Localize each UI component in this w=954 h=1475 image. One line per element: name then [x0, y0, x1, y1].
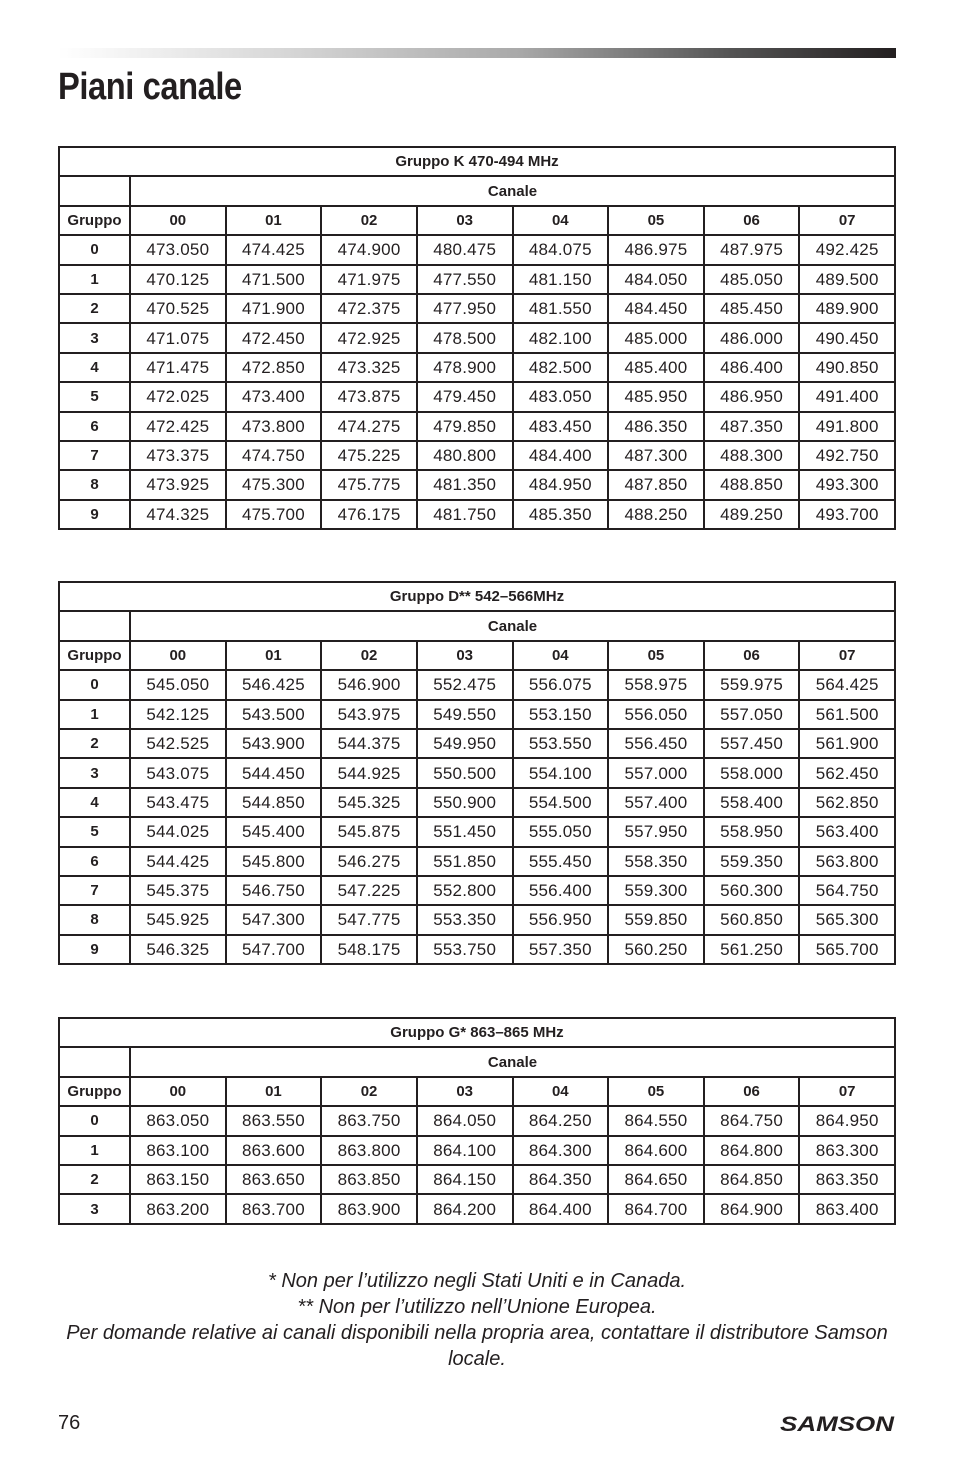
- group-number: 8: [59, 905, 130, 934]
- table-row: [59, 758, 895, 787]
- canale-header: Canale: [130, 611, 895, 640]
- frequency-cell: 474.325: [130, 500, 226, 529]
- frequency-cell: 557.350: [513, 935, 609, 964]
- frequency-cell: 472.375: [321, 294, 417, 323]
- frequency-cell: 481.550: [513, 294, 609, 323]
- table-row: [59, 729, 895, 758]
- table-row: [59, 500, 895, 529]
- frequency-cell: 475.700: [226, 500, 322, 529]
- gruppo-header: Gruppo: [59, 641, 130, 670]
- canale-header: Canale: [130, 1047, 895, 1076]
- frequency-cell: 487.850: [608, 470, 704, 499]
- frequency-cell: 543.075: [130, 758, 226, 787]
- table-row: [59, 412, 895, 441]
- table-row: [59, 353, 895, 382]
- frequency-cell: 559.300: [608, 876, 704, 905]
- frequency-cell: 553.350: [417, 905, 513, 934]
- frequency-cell: 486.350: [608, 412, 704, 441]
- frequency-cell: 863.300: [799, 1136, 895, 1165]
- frequency-cell: 488.250: [608, 500, 704, 529]
- frequency-cell: 545.325: [321, 788, 417, 817]
- header-empty-cell: [59, 611, 130, 640]
- table-row: [59, 1165, 895, 1194]
- table-row: [59, 470, 895, 499]
- frequency-cell: 864.350: [513, 1165, 609, 1194]
- frequency-cell: 551.850: [417, 847, 513, 876]
- channel-header: 03: [417, 1077, 513, 1106]
- group-number: 0: [59, 1106, 130, 1135]
- frequency-cell: 864.850: [704, 1165, 800, 1194]
- frequency-cell: 481.150: [513, 265, 609, 294]
- group-number: 2: [59, 1165, 130, 1194]
- channel-header: 06: [704, 1077, 800, 1106]
- frequency-cell: 471.475: [130, 353, 226, 382]
- frequency-cell: 479.450: [417, 382, 513, 411]
- frequency-cell: 557.050: [704, 700, 800, 729]
- frequency-cell: 552.800: [417, 876, 513, 905]
- table-row: [59, 382, 895, 411]
- frequency-cell: 542.125: [130, 700, 226, 729]
- table-row: [59, 905, 895, 934]
- table-title: Gruppo G* 863–865 MHz: [59, 1018, 895, 1047]
- frequency-cell: 544.450: [226, 758, 322, 787]
- header-empty-cell: [59, 1047, 130, 1076]
- frequency-cell: 864.400: [513, 1194, 609, 1223]
- channel-table: [58, 581, 896, 965]
- frequency-cell: 864.200: [417, 1194, 513, 1223]
- frequency-cell: 473.325: [321, 353, 417, 382]
- samson-logo: [778, 1410, 896, 1436]
- frequency-cell: 472.450: [226, 323, 322, 352]
- frequency-cell: 864.900: [704, 1194, 800, 1223]
- frequency-cell: 550.500: [417, 758, 513, 787]
- table-row: [59, 1194, 895, 1223]
- frequency-cell: 545.375: [130, 876, 226, 905]
- frequency-cell: 557.450: [704, 729, 800, 758]
- frequency-cell: 547.300: [226, 905, 322, 934]
- frequency-cell: 558.950: [704, 817, 800, 846]
- channel-header: 05: [608, 206, 704, 235]
- frequency-cell: 554.100: [513, 758, 609, 787]
- channel-header: 05: [608, 641, 704, 670]
- group-number: 7: [59, 876, 130, 905]
- group-number: 9: [59, 935, 130, 964]
- frequency-cell: 481.350: [417, 470, 513, 499]
- channel-header: 03: [417, 641, 513, 670]
- frequency-cell: 484.950: [513, 470, 609, 499]
- channel-header: 07: [799, 641, 895, 670]
- frequency-cell: 863.400: [799, 1194, 895, 1223]
- frequency-cell: 546.750: [226, 876, 322, 905]
- frequency-cell: 561.500: [799, 700, 895, 729]
- table-row: [59, 294, 895, 323]
- frequency-cell: 545.400: [226, 817, 322, 846]
- table-row: [59, 441, 895, 470]
- frequency-cell: 478.500: [417, 323, 513, 352]
- table-title: Gruppo D** 542–566MHz: [59, 582, 895, 611]
- frequency-cell: 864.150: [417, 1165, 513, 1194]
- frequency-cell: 549.950: [417, 729, 513, 758]
- frequency-cell: 546.325: [130, 935, 226, 964]
- frequency-cell: 473.875: [321, 382, 417, 411]
- frequency-cell: 557.400: [608, 788, 704, 817]
- frequency-cell: 863.350: [799, 1165, 895, 1194]
- footnote-us-canada: * Non per l’utilizzo negli Stati Uniti e in Canada.: [268, 1270, 686, 1292]
- frequency-cell: 557.950: [608, 817, 704, 846]
- frequency-cell: 545.875: [321, 817, 417, 846]
- frequency-cell: 474.275: [321, 412, 417, 441]
- frequency-cell: 544.925: [321, 758, 417, 787]
- frequency-cell: 554.500: [513, 788, 609, 817]
- group-number: 0: [59, 670, 130, 699]
- frequency-cell: 543.975: [321, 700, 417, 729]
- channel-header: 04: [513, 641, 609, 670]
- group-number: 3: [59, 1194, 130, 1223]
- frequency-cell: 864.650: [608, 1165, 704, 1194]
- frequency-cell: 556.050: [608, 700, 704, 729]
- group-number: 4: [59, 788, 130, 817]
- frequency-cell: 555.050: [513, 817, 609, 846]
- frequency-cell: 558.400: [704, 788, 800, 817]
- page-number: 76: [58, 1412, 81, 1434]
- frequency-cell: 559.975: [704, 670, 800, 699]
- frequency-cell: 864.550: [608, 1106, 704, 1135]
- frequency-cell: 492.425: [799, 235, 895, 264]
- frequency-cell: 471.975: [321, 265, 417, 294]
- frequency-cell: 488.850: [704, 470, 800, 499]
- frequency-cell: 864.600: [608, 1136, 704, 1165]
- frequency-cell: 565.700: [799, 935, 895, 964]
- frequency-cell: 493.300: [799, 470, 895, 499]
- frequency-cell: 491.400: [799, 382, 895, 411]
- frequency-cell: 473.800: [226, 412, 322, 441]
- frequency-cell: 543.900: [226, 729, 322, 758]
- frequency-cell: 863.700: [226, 1194, 322, 1223]
- frequency-cell: 560.300: [704, 876, 800, 905]
- frequency-cell: 483.450: [513, 412, 609, 441]
- group-number: 5: [59, 817, 130, 846]
- frequency-cell: 547.775: [321, 905, 417, 934]
- page-title: Piani canale: [58, 66, 242, 108]
- frequency-cell: 547.225: [321, 876, 417, 905]
- frequency-cell: 472.850: [226, 353, 322, 382]
- frequency-cell: 558.000: [704, 758, 800, 787]
- frequency-cell: 490.450: [799, 323, 895, 352]
- frequency-cell: 546.275: [321, 847, 417, 876]
- channel-header: 06: [704, 641, 800, 670]
- frequency-cell: 548.175: [321, 935, 417, 964]
- frequency-cell: 485.450: [704, 294, 800, 323]
- frequency-cell: 482.500: [513, 353, 609, 382]
- frequency-cell: 471.500: [226, 265, 322, 294]
- channel-header: 04: [513, 1077, 609, 1106]
- frequency-cell: 551.450: [417, 817, 513, 846]
- frequency-cell: 560.850: [704, 905, 800, 934]
- frequency-cell: 556.950: [513, 905, 609, 934]
- frequency-cell: 864.700: [608, 1194, 704, 1223]
- frequency-cell: 472.425: [130, 412, 226, 441]
- frequency-cell: 864.300: [513, 1136, 609, 1165]
- group-number: 2: [59, 294, 130, 323]
- frequency-cell: 545.050: [130, 670, 226, 699]
- frequency-cell: 542.525: [130, 729, 226, 758]
- frequency-cell: 546.900: [321, 670, 417, 699]
- gruppo-header: Gruppo: [59, 1077, 130, 1106]
- frequency-cell: 484.450: [608, 294, 704, 323]
- header-gradient-bar: [58, 48, 896, 58]
- frequency-cell: 543.500: [226, 700, 322, 729]
- frequency-cell: 476.175: [321, 500, 417, 529]
- channel-header: 01: [226, 206, 322, 235]
- frequency-cell: 550.900: [417, 788, 513, 817]
- frequency-cell: 481.750: [417, 500, 513, 529]
- frequency-cell: 563.400: [799, 817, 895, 846]
- frequency-cell: 558.975: [608, 670, 704, 699]
- footnote-distributor: Per domande relative ai canali disponibili nella propria area, contattare il distributore Samson locale.: [66, 1322, 888, 1370]
- frequency-cell: 546.425: [226, 670, 322, 699]
- channel-header: 07: [799, 206, 895, 235]
- frequency-cell: 863.650: [226, 1165, 322, 1194]
- frequency-cell: 478.900: [417, 353, 513, 382]
- group-number: 7: [59, 441, 130, 470]
- group-number: 3: [59, 758, 130, 787]
- group-number: 5: [59, 382, 130, 411]
- frequency-cell: 487.350: [704, 412, 800, 441]
- channel-header: 02: [321, 641, 417, 670]
- frequency-cell: 485.000: [608, 323, 704, 352]
- table-row: [59, 1106, 895, 1135]
- frequency-cell: 561.250: [704, 935, 800, 964]
- frequency-cell: 490.850: [799, 353, 895, 382]
- gruppo-header: Gruppo: [59, 206, 130, 235]
- group-number: 6: [59, 847, 130, 876]
- frequency-cell: 474.900: [321, 235, 417, 264]
- frequency-cell: 475.775: [321, 470, 417, 499]
- table-row: [59, 235, 895, 264]
- frequency-cell: 474.425: [226, 235, 322, 264]
- table-row: [59, 700, 895, 729]
- table-row: [59, 670, 895, 699]
- frequency-cell: 480.800: [417, 441, 513, 470]
- frequency-cell: 863.100: [130, 1136, 226, 1165]
- frequency-cell: 480.475: [417, 235, 513, 264]
- group-number: 8: [59, 470, 130, 499]
- frequency-cell: 553.750: [417, 935, 513, 964]
- frequency-cell: 863.900: [321, 1194, 417, 1223]
- frequency-cell: 484.400: [513, 441, 609, 470]
- frequency-cell: 475.300: [226, 470, 322, 499]
- frequency-cell: 864.050: [417, 1106, 513, 1135]
- frequency-cell: 560.250: [608, 935, 704, 964]
- frequency-cell: 484.050: [608, 265, 704, 294]
- frequency-cell: 472.925: [321, 323, 417, 352]
- footnotes: [58, 1268, 896, 1372]
- channel-header: 01: [226, 641, 322, 670]
- table-row: [59, 1136, 895, 1165]
- table-row: [59, 876, 895, 905]
- frequency-cell: 485.950: [608, 382, 704, 411]
- frequency-cell: 473.375: [130, 441, 226, 470]
- frequency-cell: 485.050: [704, 265, 800, 294]
- frequency-cell: 553.150: [513, 700, 609, 729]
- table-row: [59, 817, 895, 846]
- frequency-cell: 471.075: [130, 323, 226, 352]
- frequency-cell: 470.525: [130, 294, 226, 323]
- frequency-cell: 562.450: [799, 758, 895, 787]
- frequency-cell: 558.350: [608, 847, 704, 876]
- group-number: 2: [59, 729, 130, 758]
- frequency-cell: 863.550: [226, 1106, 322, 1135]
- table-row: [59, 323, 895, 352]
- frequency-cell: 486.950: [704, 382, 800, 411]
- frequency-cell: 565.300: [799, 905, 895, 934]
- channel-header: 02: [321, 206, 417, 235]
- frequency-cell: 864.250: [513, 1106, 609, 1135]
- frequency-cell: 489.500: [799, 265, 895, 294]
- frequency-cell: 486.975: [608, 235, 704, 264]
- channel-table: [58, 1017, 896, 1225]
- frequency-cell: 482.100: [513, 323, 609, 352]
- frequency-cell: 472.025: [130, 382, 226, 411]
- frequency-cell: 544.425: [130, 847, 226, 876]
- channel-header: 00: [130, 206, 226, 235]
- frequency-cell: 864.100: [417, 1136, 513, 1165]
- footnote-eu: ** Non per l’utilizzo nell’Unione Europea.: [297, 1296, 657, 1318]
- frequency-cell: 489.900: [799, 294, 895, 323]
- frequency-cell: 561.900: [799, 729, 895, 758]
- group-number: 3: [59, 323, 130, 352]
- frequency-cell: 487.975: [704, 235, 800, 264]
- frequency-cell: 473.050: [130, 235, 226, 264]
- channel-header: 07: [799, 1077, 895, 1106]
- frequency-cell: 474.750: [226, 441, 322, 470]
- frequency-cell: 479.850: [417, 412, 513, 441]
- channel-header: 06: [704, 206, 800, 235]
- frequency-cell: 543.475: [130, 788, 226, 817]
- frequency-cell: 488.300: [704, 441, 800, 470]
- frequency-cell: 486.400: [704, 353, 800, 382]
- frequency-cell: 864.800: [704, 1136, 800, 1165]
- svg-text:SAMSON: SAMSON: [780, 1413, 896, 1436]
- frequency-cell: 553.550: [513, 729, 609, 758]
- frequency-cell: 487.300: [608, 441, 704, 470]
- group-number: 0: [59, 235, 130, 264]
- channel-header: 01: [226, 1077, 322, 1106]
- frequency-cell: 863.150: [130, 1165, 226, 1194]
- frequency-cell: 493.700: [799, 500, 895, 529]
- frequency-cell: 486.000: [704, 323, 800, 352]
- frequency-cell: 483.050: [513, 382, 609, 411]
- group-number: 1: [59, 1136, 130, 1165]
- frequency-cell: 557.000: [608, 758, 704, 787]
- table-row: [59, 788, 895, 817]
- frequency-cell: 556.450: [608, 729, 704, 758]
- channel-header: 05: [608, 1077, 704, 1106]
- channel-header: 00: [130, 641, 226, 670]
- frequency-cell: 473.400: [226, 382, 322, 411]
- table-row: [59, 265, 895, 294]
- frequency-cell: 545.800: [226, 847, 322, 876]
- frequency-cell: 544.025: [130, 817, 226, 846]
- table-row: [59, 847, 895, 876]
- header-empty-cell: [59, 176, 130, 205]
- group-number: 4: [59, 353, 130, 382]
- channel-header: 04: [513, 206, 609, 235]
- frequency-cell: 863.750: [321, 1106, 417, 1135]
- frequency-cell: 485.400: [608, 353, 704, 382]
- frequency-cell: 547.700: [226, 935, 322, 964]
- frequency-cell: 863.050: [130, 1106, 226, 1135]
- channel-header: 00: [130, 1077, 226, 1106]
- frequency-cell: 864.750: [704, 1106, 800, 1135]
- frequency-cell: 545.925: [130, 905, 226, 934]
- frequency-cell: 562.850: [799, 788, 895, 817]
- frequency-cell: 559.850: [608, 905, 704, 934]
- frequency-cell: 556.075: [513, 670, 609, 699]
- group-number: 1: [59, 700, 130, 729]
- frequency-cell: 489.250: [704, 500, 800, 529]
- frequency-cell: 471.900: [226, 294, 322, 323]
- frequency-cell: 485.350: [513, 500, 609, 529]
- frequency-cell: 563.800: [799, 847, 895, 876]
- channel-header: 03: [417, 206, 513, 235]
- frequency-cell: 863.600: [226, 1136, 322, 1165]
- group-number: 9: [59, 500, 130, 529]
- frequency-cell: 863.200: [130, 1194, 226, 1223]
- frequency-cell: 552.475: [417, 670, 513, 699]
- table-title: Gruppo K 470-494 MHz: [59, 147, 895, 176]
- group-number: 6: [59, 412, 130, 441]
- frequency-cell: 549.550: [417, 700, 513, 729]
- frequency-cell: 556.400: [513, 876, 609, 905]
- frequency-cell: 544.375: [321, 729, 417, 758]
- frequency-cell: 559.350: [704, 847, 800, 876]
- frequency-cell: 477.550: [417, 265, 513, 294]
- channel-header: 02: [321, 1077, 417, 1106]
- frequency-cell: 564.750: [799, 876, 895, 905]
- frequency-cell: 564.425: [799, 670, 895, 699]
- frequency-cell: 864.950: [799, 1106, 895, 1135]
- frequency-cell: 555.450: [513, 847, 609, 876]
- frequency-cell: 470.125: [130, 265, 226, 294]
- frequency-cell: 544.850: [226, 788, 322, 817]
- frequency-cell: 473.925: [130, 470, 226, 499]
- frequency-cell: 477.950: [417, 294, 513, 323]
- frequency-cell: 863.800: [321, 1136, 417, 1165]
- channel-table: [58, 146, 896, 530]
- frequency-cell: 492.750: [799, 441, 895, 470]
- frequency-cell: 475.225: [321, 441, 417, 470]
- group-number: 1: [59, 265, 130, 294]
- canale-header: Canale: [130, 176, 895, 205]
- frequency-cell: 491.800: [799, 412, 895, 441]
- table-row: [59, 935, 895, 964]
- frequency-cell: 863.850: [321, 1165, 417, 1194]
- frequency-cell: 484.075: [513, 235, 609, 264]
